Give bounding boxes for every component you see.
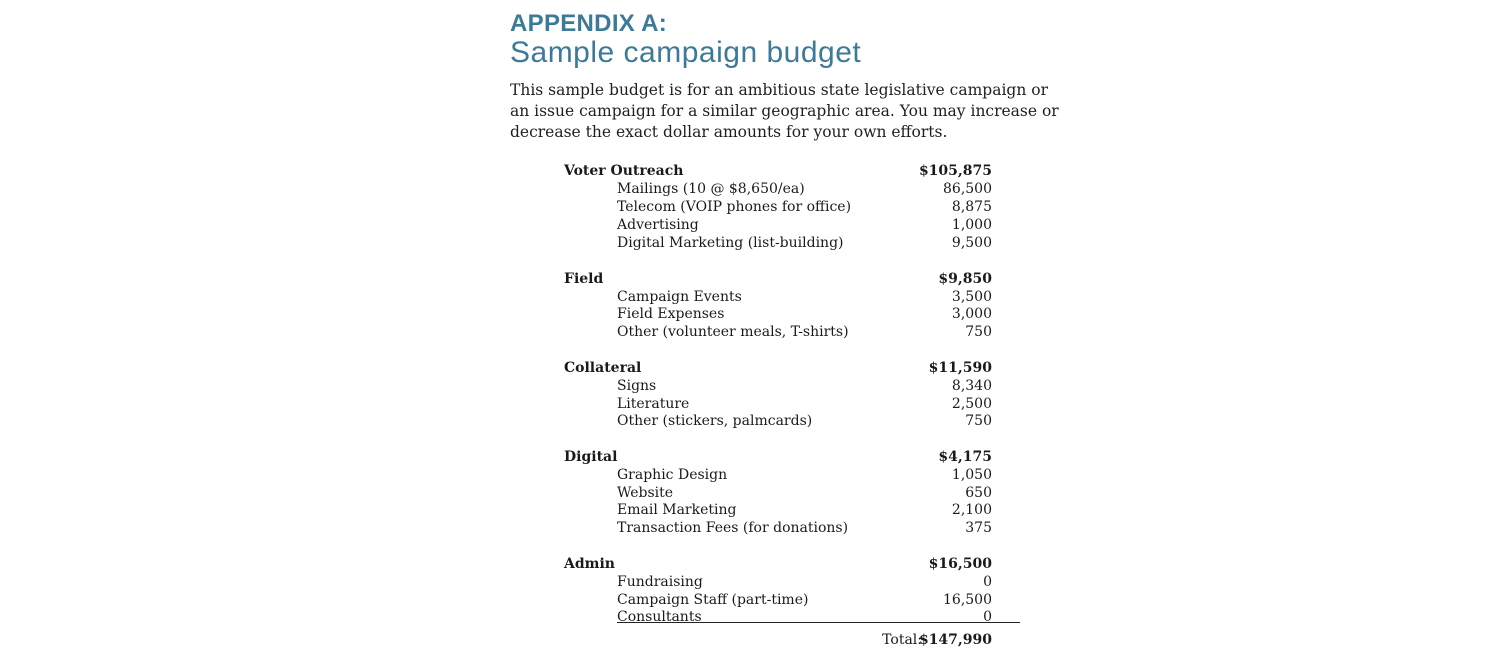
grand-total: $147,990: [918, 632, 992, 648]
line-item-amount: 375: [965, 520, 992, 536]
line-item-label: Advertising: [617, 217, 699, 233]
line-item-amount: 0: [983, 609, 992, 625]
line-item-label: Other (volunteer meals, T-shirts): [617, 324, 849, 340]
line-item-amount: 8,875: [951, 199, 992, 215]
line-item-label: Graphic Design: [617, 467, 728, 483]
line-item-amount: 1,000: [951, 217, 992, 233]
category-total: $11,590: [928, 360, 992, 376]
category-total: $9,850: [938, 271, 992, 287]
line-item-amount: 1,050: [951, 467, 992, 483]
total-label: Total:: [882, 632, 922, 648]
line-item-amount: 2,500: [951, 396, 992, 412]
line-item-label: Signs: [617, 378, 657, 394]
category-total: $4,175: [938, 449, 992, 465]
category-digital: Digital: [564, 449, 618, 465]
line-item-amount: 8,340: [951, 378, 992, 394]
category-voter-outreach: Voter Outreach: [564, 163, 684, 179]
line-item-label: Literature: [617, 396, 690, 412]
line-item-label: Consultants: [617, 609, 702, 625]
line-item-label: Other (stickers, palmcards): [617, 413, 813, 429]
line-item-label: Campaign Staff (part-time): [617, 592, 809, 608]
line-item-label: Website: [617, 485, 674, 501]
line-item-label: Digital Marketing (list-building): [617, 235, 844, 251]
line-item-label: Field Expenses: [617, 306, 725, 322]
line-item-amount: 750: [965, 324, 992, 340]
appendix-subtitle: Sample campaign budget: [510, 36, 862, 69]
category-collateral: Collateral: [564, 360, 642, 376]
line-item-amount: 2,100: [951, 502, 992, 518]
line-item-label: Telecom (VOIP phones for office): [617, 199, 852, 215]
line-item-label: Transaction Fees (for donations): [617, 520, 849, 536]
line-item-label: Campaign Events: [617, 289, 742, 305]
total-divider: [617, 622, 1020, 623]
line-item-amount: 3,500: [951, 289, 992, 305]
line-item-amount: 86,500: [943, 181, 992, 197]
intro-paragraph: This sample budget is for an ambitious state legislative campaign or an issue campaign for a similar geographic area. You may increase or decrease the exact dollar amounts for your own efforts.: [510, 81, 1059, 141]
line-item-amount: 9,500: [951, 235, 992, 251]
appendix-title: APPENDIX A:: [510, 10, 668, 37]
line-item-amount: 3,000: [951, 306, 992, 322]
line-item-amount: 0: [983, 574, 992, 590]
line-item-label: Email Marketing: [617, 502, 737, 518]
line-item-amount: 750: [965, 413, 992, 429]
line-item-label: Mailings (10 @ $8,650/ea): [617, 181, 805, 197]
line-item-amount: 650: [965, 485, 992, 501]
line-item-amount: 16,500: [943, 592, 992, 608]
category-field: Field: [564, 271, 604, 287]
category-total: $16,500: [928, 556, 992, 572]
line-item-label: Fundraising: [617, 574, 703, 590]
category-admin: Admin: [564, 556, 615, 572]
category-total: $105,875: [918, 163, 992, 179]
